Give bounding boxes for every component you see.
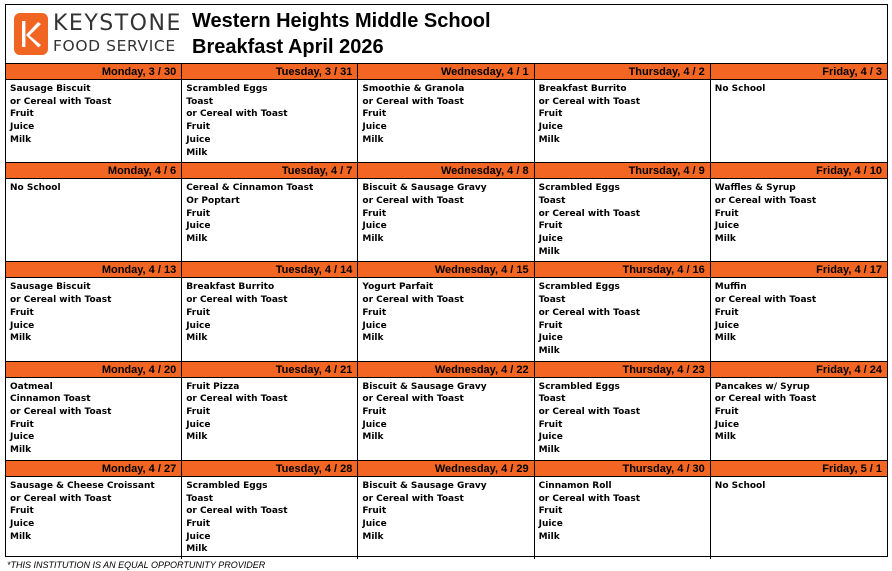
menu-item: Juice: [714, 419, 740, 430]
logo-subname: FOOD SERVICE: [53, 37, 176, 56]
menu-item: Milk: [186, 333, 208, 344]
day-header: Tuesday, 4 / 28: [182, 461, 357, 477]
day-menu: [6, 179, 181, 198]
day-cell: [182, 362, 358, 461]
day-cell: [6, 362, 182, 461]
menu-item: Juice: [186, 221, 211, 232]
day-menu: [182, 278, 357, 348]
menu-item: or Cereal with Toast: [362, 96, 464, 107]
menu-item: Juice: [10, 320, 35, 331]
menu-item: Juice: [538, 122, 563, 133]
day-header: Wednesday, 4 / 1: [358, 64, 533, 80]
menu-item: or Cereal with Toast: [714, 195, 817, 206]
menu-item: Juice: [186, 419, 211, 430]
menu-item: Fruit: [362, 407, 387, 418]
menu-item: Fruit: [186, 407, 210, 418]
keystone-k-icon: [14, 13, 48, 55]
menu-item: or Cereal with Toast: [362, 394, 464, 405]
day-menu: [358, 179, 533, 249]
day-cell: [6, 461, 182, 559]
day-header: Thursday, 4 / 23: [535, 362, 710, 378]
menu-item: Scrambled Eggs: [538, 183, 620, 194]
menu-item: Milk: [10, 333, 32, 344]
menu-item: or Cereal with Toast: [362, 493, 464, 504]
menu-item: Fruit Pizza: [186, 381, 240, 392]
keystone-logo: [14, 13, 184, 55]
day-menu: [711, 378, 887, 448]
menu-item: Fruit: [186, 208, 210, 219]
menu-item: Biscuit & Sausage Gravy: [362, 381, 487, 392]
menu-item: Fruit: [186, 518, 210, 529]
menu-item: Scrambled Eggs: [186, 480, 268, 491]
menu-item: Fruit: [538, 221, 563, 232]
day-cell: [535, 163, 711, 262]
menu-item: Milk: [538, 445, 560, 456]
menu-item: Juice: [714, 221, 740, 232]
day-menu: [535, 179, 710, 261]
menu-item: or Cereal with Toast: [362, 295, 464, 306]
menu-item: or Cereal with Toast: [10, 96, 112, 107]
day-menu: [711, 278, 887, 348]
menu-item: Fruit: [362, 307, 387, 318]
day-menu: [535, 80, 710, 150]
page-header: [5, 4, 888, 63]
menu-item: Oatmeal: [10, 381, 53, 392]
menu-item: or Cereal with Toast: [538, 493, 640, 504]
menu-item: Smoothie & Granola: [362, 84, 465, 94]
menu-item: Fruit: [714, 307, 739, 318]
menu-item: Toast: [186, 96, 214, 107]
day-cell: [182, 163, 358, 262]
menu-item: or Cereal with Toast: [186, 394, 288, 405]
menu-item: Fruit: [186, 122, 210, 133]
menu-item: Sausage & Cheese Croissant: [10, 480, 155, 491]
day-cell: [358, 362, 534, 461]
menu-item: Waffles & Syrup: [714, 183, 796, 194]
menu-item: Milk: [186, 234, 208, 245]
day-cell: [711, 64, 887, 163]
menu-item: Juice: [10, 518, 35, 529]
day-cell: [535, 262, 711, 361]
menu-item: or Cereal with Toast: [362, 195, 464, 206]
day-cell: [182, 64, 358, 163]
day-cell: [711, 163, 887, 262]
menu-item: or Cereal with Toast: [714, 394, 817, 405]
menu-item: Fruit: [538, 506, 563, 517]
menu-item: Cinnamon Toast: [10, 394, 91, 405]
menu-item: Milk: [10, 134, 32, 145]
menu-item: Juice: [538, 234, 563, 245]
menu-item: Or Poptart: [186, 195, 240, 206]
menu-item: or Cereal with Toast: [10, 407, 112, 418]
menu-item: Juice: [362, 221, 387, 232]
menu-item: Milk: [538, 345, 560, 356]
menu-item: or Cereal with Toast: [186, 109, 288, 120]
menu-item: No School: [714, 84, 766, 94]
menu-item: Fruit: [714, 208, 739, 219]
logo-name: KEYSTONE: [53, 11, 182, 37]
day-header: Monday, 4 / 20: [6, 362, 181, 378]
menu-item: or Cereal with Toast: [186, 506, 288, 517]
day-cell: [6, 163, 182, 262]
day-menu: [535, 278, 710, 360]
day-menu: [358, 80, 533, 150]
school-title: Western Heights Middle School: [192, 10, 491, 32]
menu-item: Milk: [538, 246, 560, 257]
day-menu: [358, 278, 533, 348]
menu-item: Pancakes w/ Syrup: [714, 381, 810, 392]
day-cell: [535, 362, 711, 461]
menu-item: or Cereal with Toast: [714, 295, 817, 306]
day-header: Friday, 5 / 1: [711, 461, 887, 477]
menu-item: Milk: [362, 134, 384, 145]
day-menu: [711, 80, 887, 99]
footer-note: *THIS INSTITUTION IS AN EQUAL OPPORTUNITY PROVIDER: [7, 560, 266, 570]
day-header: Wednesday, 4 / 15: [358, 262, 533, 278]
menu-item: No School: [10, 183, 61, 194]
day-header: Tuesday, 4 / 21: [182, 362, 357, 378]
menu-item: No School: [714, 480, 766, 491]
menu-item: Scrambled Eggs: [186, 84, 268, 94]
day-header: Thursday, 4 / 16: [535, 262, 710, 278]
menu-item: or Cereal with Toast: [538, 307, 640, 318]
day-menu: [182, 179, 357, 249]
menu-item: Biscuit & Sausage Gravy: [362, 183, 487, 194]
day-cell: [358, 163, 534, 262]
menu-item: Milk: [362, 531, 384, 542]
day-header: Tuesday, 4 / 14: [182, 262, 357, 278]
day-header: Friday, 4 / 17: [711, 262, 887, 278]
menu-item: Muffin: [714, 282, 747, 293]
menu-item: Milk: [714, 234, 736, 245]
menu-item: Juice: [10, 122, 35, 133]
menu-item: Juice: [538, 518, 563, 529]
day-header: Wednesday, 4 / 22: [358, 362, 533, 378]
menu-item: Fruit: [362, 208, 387, 219]
menu-item: Toast: [538, 295, 566, 306]
menu-item: Biscuit & Sausage Gravy: [362, 480, 487, 491]
menu-item: Cereal & Cinnamon Toast: [186, 183, 314, 194]
menu-item: Juice: [362, 320, 387, 331]
day-header: Friday, 4 / 24: [711, 362, 887, 378]
day-cell: [535, 64, 711, 163]
menu-item: Fruit: [10, 419, 34, 430]
menu-item: Sausage Biscuit: [10, 282, 91, 293]
day-menu: [6, 80, 181, 150]
menu-item: Milk: [714, 432, 736, 443]
menu-item: Fruit: [538, 320, 563, 331]
day-menu: [6, 378, 181, 460]
menu-item: Juice: [362, 518, 387, 529]
day-header: Thursday, 4 / 9: [535, 163, 710, 179]
menu-item: or Cereal with Toast: [10, 493, 112, 504]
menu-item: Juice: [714, 320, 740, 331]
day-cell: [535, 461, 711, 559]
menu-item: Fruit: [10, 109, 34, 120]
menu-item: Breakfast Burrito: [538, 84, 627, 94]
menu-item: Fruit: [714, 407, 739, 418]
menu-calendar-grid: [5, 63, 888, 557]
menu-item: Breakfast Burrito: [186, 282, 275, 293]
menu-item: Milk: [714, 333, 736, 344]
day-header: Thursday, 4 / 2: [535, 64, 710, 80]
day-cell: [358, 64, 534, 163]
day-header: Wednesday, 4 / 29: [358, 461, 533, 477]
day-menu: [6, 278, 181, 348]
menu-item: Fruit: [186, 307, 210, 318]
day-cell: [358, 262, 534, 361]
menu-item: or Cereal with Toast: [538, 407, 640, 418]
menu-item: Milk: [538, 134, 560, 145]
menu-item: Milk: [186, 147, 208, 158]
menu-item: Juice: [186, 531, 211, 542]
menu-item: Sausage Biscuit: [10, 84, 91, 94]
menu-item: or Cereal with Toast: [538, 96, 640, 107]
menu-item: Juice: [186, 134, 211, 145]
menu-item: Fruit: [10, 307, 34, 318]
menu-item: or Cereal with Toast: [186, 295, 288, 306]
menu-item: Milk: [10, 445, 32, 456]
day-header: Thursday, 4 / 30: [535, 461, 710, 477]
day-menu: [711, 477, 887, 496]
menu-item: Milk: [186, 544, 208, 555]
menu-item: Milk: [362, 333, 384, 344]
day-menu: [6, 477, 181, 547]
day-header: Monday, 3 / 30: [6, 64, 181, 80]
menu-item: Scrambled Eggs: [538, 381, 620, 392]
day-cell: [711, 262, 887, 361]
menu-title: Breakfast April 2026: [192, 36, 384, 58]
menu-item: Toast: [186, 493, 214, 504]
menu-item: Milk: [10, 531, 32, 542]
menu-item: Scrambled Eggs: [538, 282, 620, 293]
menu-item: Fruit: [538, 419, 563, 430]
day-header: Friday, 4 / 10: [711, 163, 887, 179]
menu-item: Juice: [10, 432, 35, 443]
day-header: Tuesday, 3 / 31: [182, 64, 357, 80]
menu-item: Milk: [186, 432, 208, 443]
day-header: Monday, 4 / 13: [6, 262, 181, 278]
menu-item: Milk: [362, 432, 384, 443]
day-menu: [535, 477, 710, 547]
day-header: Friday, 4 / 3: [711, 64, 887, 80]
menu-item: Juice: [538, 432, 563, 443]
day-header: Tuesday, 4 / 7: [182, 163, 357, 179]
menu-item: Juice: [362, 122, 387, 133]
menu-item: or Cereal with Toast: [538, 208, 640, 219]
day-cell: [711, 362, 887, 461]
menu-item: Fruit: [362, 109, 387, 120]
menu-item: Fruit: [538, 109, 563, 120]
day-header: Monday, 4 / 27: [6, 461, 181, 477]
day-cell: [6, 262, 182, 361]
day-header: Monday, 4 / 6: [6, 163, 181, 179]
menu-item: Yogurt Parfait: [362, 282, 434, 293]
menu-item: Toast: [538, 394, 566, 405]
day-cell: [6, 64, 182, 163]
day-header: Wednesday, 4 / 8: [358, 163, 533, 179]
menu-item: Juice: [538, 333, 563, 344]
menu-item: Fruit: [362, 506, 387, 517]
menu-item: Cinnamon Roll: [538, 480, 612, 491]
menu-item: Toast: [538, 195, 566, 206]
day-cell: [711, 461, 887, 559]
day-menu: [535, 378, 710, 460]
day-cell: [182, 262, 358, 361]
day-cell: [182, 461, 358, 559]
menu-item: Fruit: [10, 506, 34, 517]
menu-item: Juice: [186, 320, 211, 331]
day-menu: [358, 477, 533, 547]
menu-item: Milk: [362, 234, 384, 245]
day-menu: [711, 179, 887, 249]
menu-item: Juice: [362, 419, 387, 430]
menu-item: or Cereal with Toast: [10, 295, 112, 306]
day-menu: [358, 378, 533, 448]
day-menu: [182, 477, 357, 559]
menu-item: Milk: [538, 531, 560, 542]
day-menu: [182, 80, 357, 162]
day-menu: [182, 378, 357, 448]
day-cell: [358, 461, 534, 559]
